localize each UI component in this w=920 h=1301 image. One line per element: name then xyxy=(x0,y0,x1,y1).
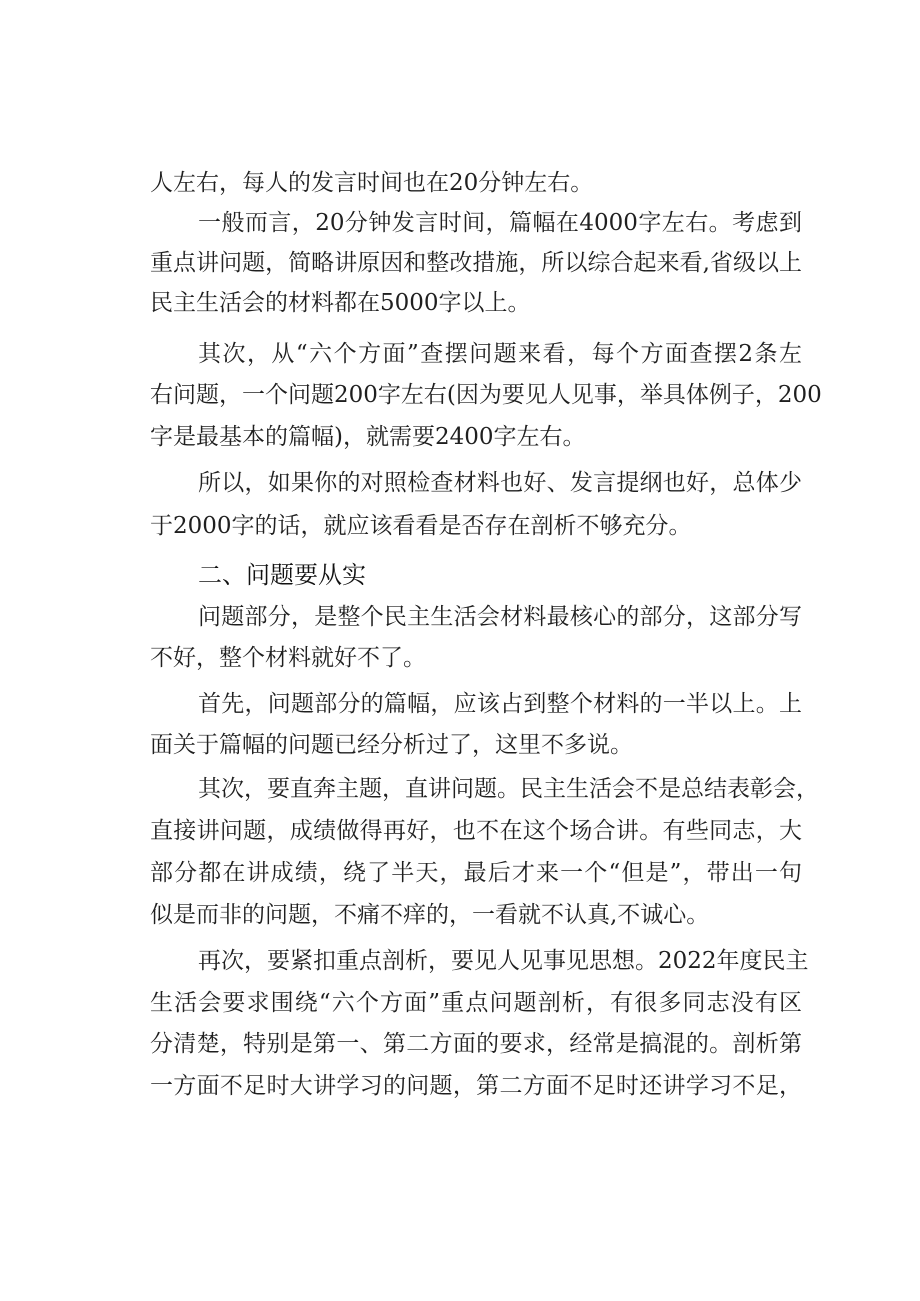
paragraph-line: 民主生活会的材料都在5000字以上。 xyxy=(150,290,531,316)
paragraph-line: 于2000字的话，就应该看看是否存在剖析不够充分。 xyxy=(150,513,692,539)
paragraph-line: 问题部分，是整个民主生活会材料最核心的部分，这部分写 xyxy=(198,604,802,630)
paragraph-line: 一般而言，20分钟发言时间，篇幅在4000字左右。考虑到 xyxy=(198,210,802,236)
paragraph-line: 生活会要求围绕“六个方面”重点问题剖析，有很多同志没有区 xyxy=(150,990,802,1016)
paragraph-line: 不好，整个材料就好不了。 xyxy=(150,645,426,671)
paragraph-line: 所以，如果你的对照检查材料也好、发言提纲也好，总体少 xyxy=(198,470,802,496)
paragraph-line: 首先，问题部分的篇幅，应该占到整个材料的一半以上。上 xyxy=(198,691,802,717)
paragraph-line: 面关于篇幅的问题已经分析过了，这里不多说。 xyxy=(150,732,633,758)
paragraph-line: 一方面不足时大讲学习的问题，第二方面不足时还讲学习不足， xyxy=(150,1073,802,1099)
paragraph-line: 分清楚，特别是第一、第二方面的要求，经常是搞混的。剖析第 xyxy=(150,1031,802,1057)
paragraph-line: 直接讲问题，成绩做得再好，也不在这个场合讲。有些同志，大 xyxy=(150,818,802,844)
paragraph-line: 其次，要直奔主题，直讲问题。民主生活会不是总结表彰会， xyxy=(198,776,819,802)
paragraph-line: 人左右，每人的发言时间也在20分钟左右。 xyxy=(150,170,594,196)
section-heading: 二、问题要从实 xyxy=(198,561,366,589)
paragraph-line: 再次，要紧扣重点剖析，要见人见事见思想。2022年度民主 xyxy=(198,948,809,974)
paragraph-line: 部分都在讲成绩，绕了半天，最后才来一个“但是”，带出一句 xyxy=(150,860,802,886)
paragraph-line: 右问题，一个问题200字左右(因为要见人见事，举具体例子，200 xyxy=(150,382,822,408)
paragraph-line: 似是而非的问题，不痛不痒的，一看就不认真,不诚心。 xyxy=(150,902,710,928)
paragraph-line: 其次，从“六个方面”查摆问题来看，每个方面查摆2条左 xyxy=(198,341,802,367)
paragraph-line: 重点讲问题，简略讲原因和整改措施，所以综合起来看,省级以上 xyxy=(150,250,802,276)
paragraph-line: 字是最基本的篇幅)，就需要2400字左右。 xyxy=(150,424,586,450)
